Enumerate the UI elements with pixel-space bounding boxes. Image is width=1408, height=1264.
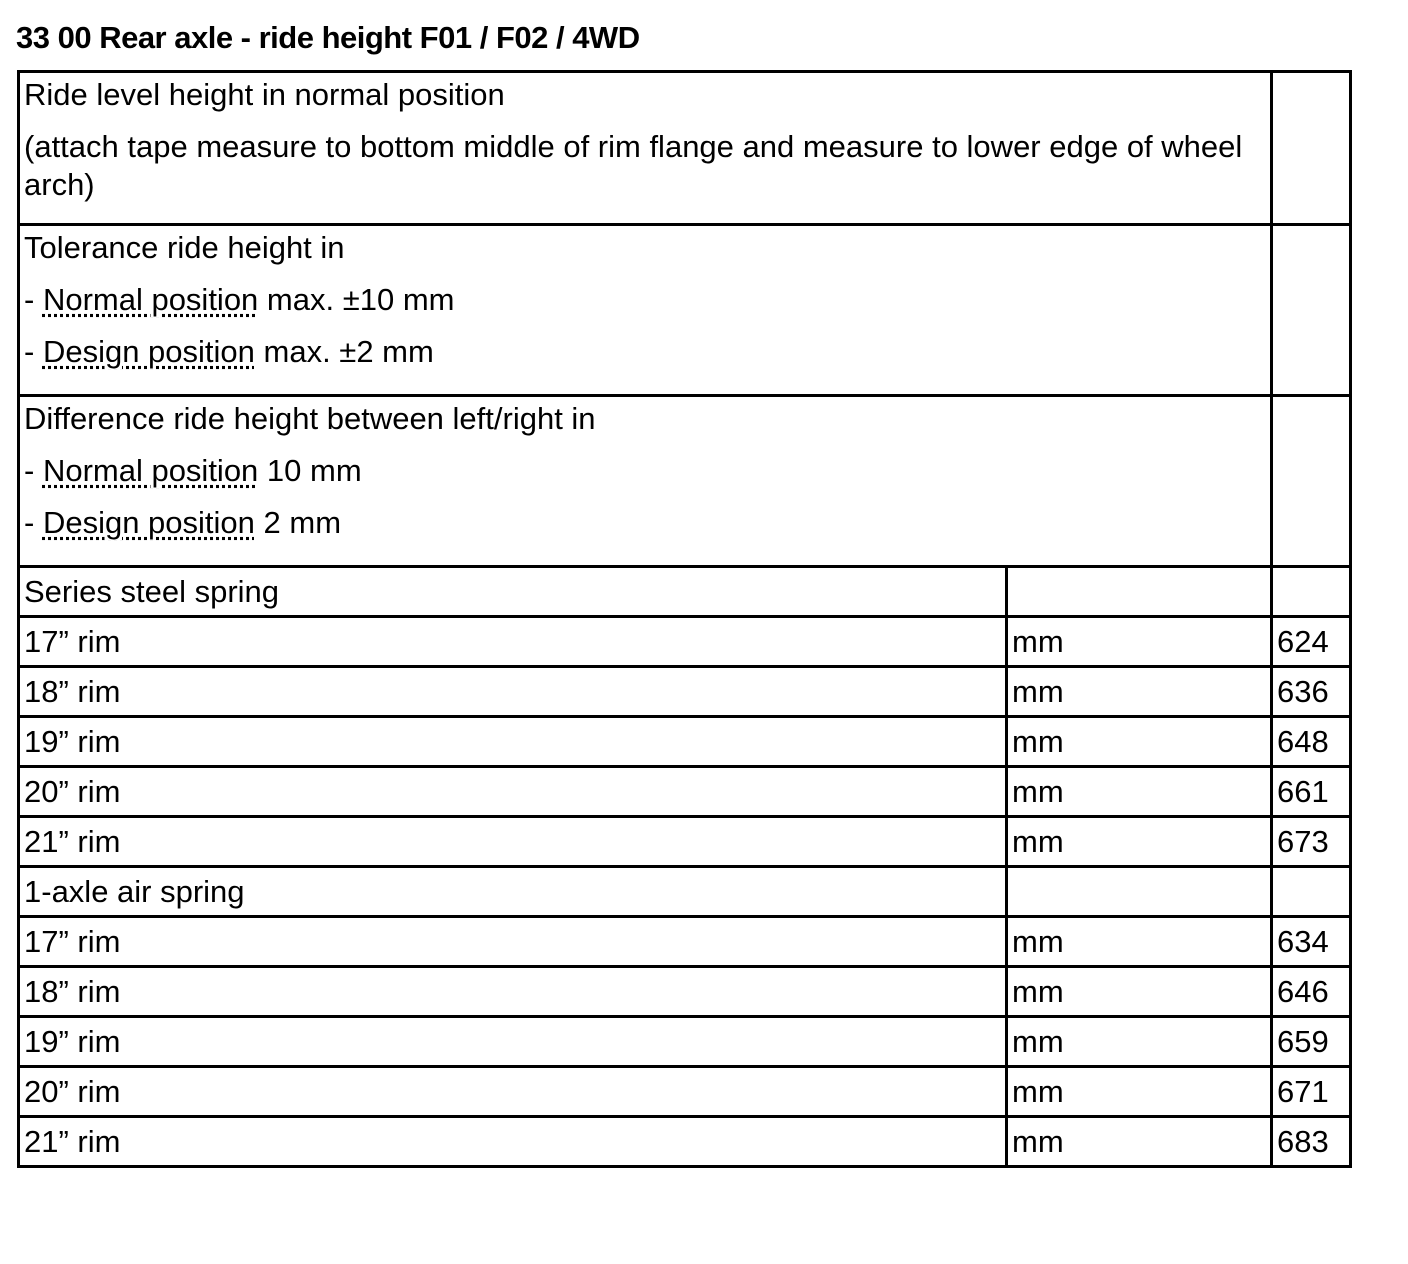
rim-size: 17” rim xyxy=(19,917,1007,967)
table-row xyxy=(19,1117,1351,1167)
table-row xyxy=(19,817,1351,867)
empty-cell xyxy=(1007,567,1272,617)
ride-level-section xyxy=(19,72,1351,225)
height-value: 659 xyxy=(1272,1017,1351,1067)
tolerance-heading: Tolerance ride height in xyxy=(24,230,345,265)
rim-size: 21” rim xyxy=(19,817,1007,867)
table-row xyxy=(19,667,1351,717)
difference-item xyxy=(24,452,1266,490)
difference-heading: Difference ride height between left/right in xyxy=(24,401,596,436)
tolerance-section xyxy=(19,225,1351,396)
table-row xyxy=(19,967,1351,1017)
empty-cell xyxy=(1272,867,1351,917)
rim-size: 18” rim xyxy=(19,967,1007,1017)
unit: mm xyxy=(1007,717,1272,767)
unit: mm xyxy=(1007,667,1272,717)
unit: mm xyxy=(1007,967,1272,1017)
rim-size: 19” rim xyxy=(19,1017,1007,1067)
difference-normal-value: 10 mm xyxy=(258,452,362,488)
ride-height-table xyxy=(17,70,1352,1168)
bullet-dash: - xyxy=(24,281,43,317)
normal-position-link[interactable]: Normal position xyxy=(42,281,259,317)
design-position-link[interactable]: Design position xyxy=(42,333,255,369)
table-row xyxy=(19,1017,1351,1067)
height-value: 673 xyxy=(1272,817,1351,867)
rim-size: 20” rim xyxy=(19,767,1007,817)
height-value: 634 xyxy=(1272,917,1351,967)
unit: mm xyxy=(1007,617,1272,667)
empty-cell xyxy=(1272,225,1351,396)
tolerance-item xyxy=(24,333,1266,371)
difference-section xyxy=(19,396,1351,567)
section-heading: Series steel spring xyxy=(19,567,1007,617)
difference-item xyxy=(24,504,1266,542)
ride-level-cell xyxy=(19,72,1272,225)
rim-size: 17” rim xyxy=(19,617,1007,667)
bullet-dash: - xyxy=(24,504,43,540)
height-value: 636 xyxy=(1272,667,1351,717)
page-title: 33 00 Rear axle - ride height F01 / F02 / 4WD xyxy=(16,20,640,55)
table-row xyxy=(19,1067,1351,1117)
ride-level-heading: Ride level height in normal position xyxy=(24,77,505,112)
tolerance-design-value: max. ±2 mm xyxy=(254,333,434,369)
unit: mm xyxy=(1007,917,1272,967)
difference-cell xyxy=(19,396,1272,567)
ride-level-note: (attach tape measure to bottom middle of rim flange and measure to lower edge of wheel arch) xyxy=(24,128,1243,202)
table-row xyxy=(19,617,1351,667)
height-value: 648 xyxy=(1272,717,1351,767)
empty-cell xyxy=(1272,567,1351,617)
unit: mm xyxy=(1007,817,1272,867)
rim-size: 18” rim xyxy=(19,667,1007,717)
unit: mm xyxy=(1007,1117,1272,1167)
table-row xyxy=(19,917,1351,967)
tolerance-normal-value: max. ±10 mm xyxy=(258,281,455,317)
height-value: 624 xyxy=(1272,617,1351,667)
design-position-link[interactable]: Design position xyxy=(42,504,255,540)
rim-size: 19” rim xyxy=(19,717,1007,767)
rim-size: 21” rim xyxy=(19,1117,1007,1167)
height-value: 661 xyxy=(1272,767,1351,817)
empty-cell xyxy=(1007,867,1272,917)
unit: mm xyxy=(1007,1017,1272,1067)
normal-position-link[interactable]: Normal position xyxy=(42,452,259,488)
table-row xyxy=(19,767,1351,817)
unit: mm xyxy=(1007,767,1272,817)
section-heading: 1-axle air spring xyxy=(19,867,1007,917)
height-value: 683 xyxy=(1272,1117,1351,1167)
height-value: 646 xyxy=(1272,967,1351,1017)
table-row xyxy=(19,717,1351,767)
empty-cell xyxy=(1272,396,1351,567)
rim-size: 20” rim xyxy=(19,1067,1007,1117)
steel-spring-header-row xyxy=(19,567,1351,617)
tolerance-cell xyxy=(19,225,1272,396)
bullet-dash: - xyxy=(24,452,43,488)
air-spring-header-row xyxy=(19,867,1351,917)
tolerance-item xyxy=(24,281,1266,319)
unit: mm xyxy=(1007,1067,1272,1117)
height-value: 671 xyxy=(1272,1067,1351,1117)
bullet-dash: - xyxy=(24,333,43,369)
difference-design-value: 2 mm xyxy=(254,504,342,540)
empty-cell xyxy=(1272,72,1351,225)
